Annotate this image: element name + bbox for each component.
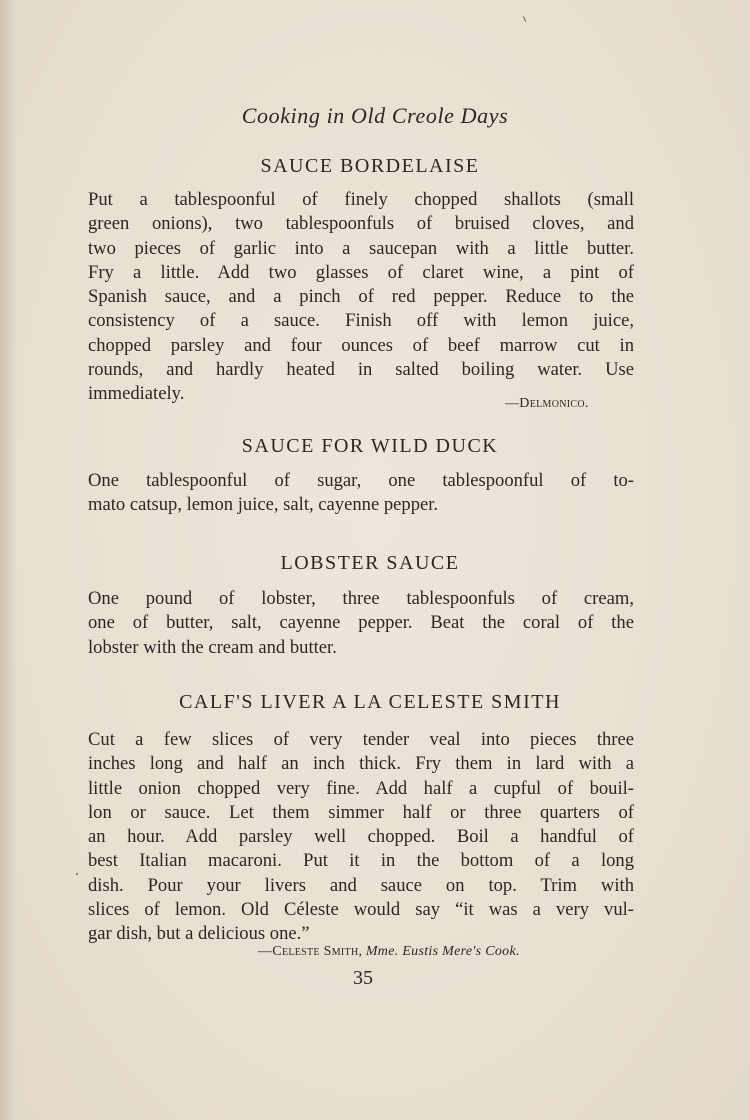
text-line: Cut a few slices of very tender veal into pieces three — [88, 729, 634, 750]
text-line: Spanish sauce, and a pinch of red pepper. Reduce to the — [88, 286, 634, 308]
recipe-body-lobster-sauce — [88, 587, 634, 660]
text-line: little onion chopped very fine. Add half a cupful of bouil- — [88, 777, 634, 799]
text-line: lobster with the cream and butter. — [88, 636, 337, 658]
attribution-name: —Celeste Smith, — [258, 944, 363, 959]
attribution-role: Mme. Eustis Mere's Cook. — [365, 944, 520, 959]
text-line: chopped parsley and four ounces of beef marrow cut in — [88, 334, 634, 356]
recipe-title-sauce-bordelaise: SAUCE BORDELAISE — [260, 155, 480, 177]
page-number: 35 — [353, 967, 373, 989]
text-line: best Italian macaroni. Put it in the bottom of a long — [88, 850, 634, 872]
attribution-celeste-smith — [258, 943, 520, 960]
text-line: an hour. Add parsley well chopped. Boil a handful of — [88, 826, 634, 848]
paper-speck — [523, 16, 526, 22]
text-line: dish. Pour your livers and sauce on top. Trim with — [88, 874, 634, 896]
recipe-title-calfs-liver: CALF'S LIVER A LA CELESTE SMITH — [179, 691, 561, 713]
text-line: Fry a little. Add two glasses of claret wine, a pint of — [88, 261, 634, 283]
recipe-body-sauce-for-wild-duck — [88, 469, 634, 518]
text-line: rounds, and hardly heated in salted boiling water. Use — [88, 359, 634, 381]
text-line: mato catsup, lemon juice, salt, cayenne pepper. — [88, 494, 439, 516]
attribution-text: —Delmonico. — [505, 396, 589, 411]
paper-speck — [76, 873, 78, 875]
text-line: lon or sauce. Let them simmer half or three quarters of — [88, 801, 634, 823]
text-line: gar dish, but a delicious one.” — [88, 923, 310, 945]
text-line: slices of lemon. Old Céleste would say “it was a very vul- — [88, 899, 634, 921]
text-line: immediately. — [88, 383, 185, 405]
recipe-title-sauce-for-wild-duck: SAUCE FOR WILD DUCK — [241, 435, 499, 457]
text-line: One pound of lobster, three tablespoonfuls of cream, — [88, 588, 634, 609]
recipe-body-sauce-bordelaise — [88, 188, 634, 407]
text-line: one of butter, salt, cayenne pepper. Beat the coral of the — [88, 612, 634, 634]
text-line: two pieces of garlic into a saucepan with a little butter. — [88, 237, 634, 259]
text-line: green onions), two tablespoonfuls of bruised cloves, and — [88, 213, 634, 235]
recipe-title-lobster-sauce: LOBSTER SAUCE — [280, 552, 460, 574]
recipe-body-calfs-liver — [88, 728, 634, 947]
text-line: Put a tablespoonful of finely chopped shallots (small — [88, 189, 634, 210]
text-line: One tablespoonful of sugar, one tablespoonful of to- — [88, 470, 634, 491]
attribution-delmonico — [505, 395, 589, 412]
running-head: Cooking in Old Creole Days — [241, 103, 509, 128]
text-line: inches long and half an inch thick. Fry them in lard with a — [88, 753, 634, 775]
text-line: consistency of a sauce. Finish off with lemon juice, — [88, 310, 634, 332]
